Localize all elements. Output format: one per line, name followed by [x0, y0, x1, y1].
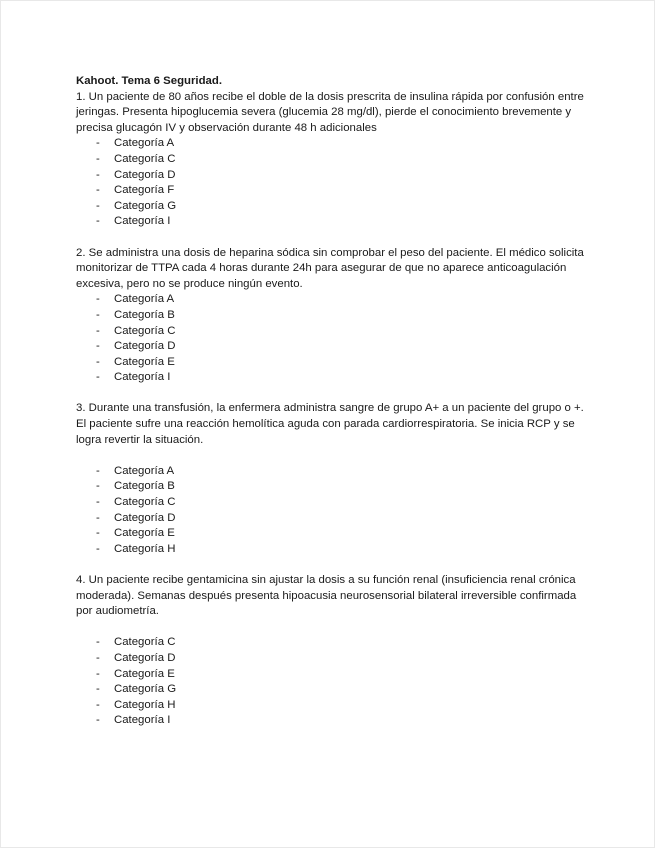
option-item [76, 464, 586, 480]
document-title: Kahoot. Tema 6 Seguridad. [76, 75, 222, 87]
spacer [76, 230, 586, 246]
option-item [76, 324, 586, 340]
options-list [76, 635, 586, 729]
option-item [76, 682, 586, 698]
option-label: Categoría A [114, 464, 175, 477]
spacer [76, 448, 586, 464]
dash-bullet: - [96, 152, 100, 165]
spacer [76, 386, 586, 402]
option-item [76, 713, 586, 729]
question-text: 2. Se administra una dosis de heparina sódica sin comprobar el peso del paciente. El médico solicita monitorizar de TTPA cada 4 horas durante 24h para asegurar de que no aparece anticoagulación excesiva, pero no se produce ningún evento. [76, 246, 584, 290]
dash-bullet: - [96, 511, 100, 524]
option-label: Categoría D [114, 511, 176, 524]
question-2 [76, 246, 586, 386]
question-1 [76, 90, 586, 230]
option-item [76, 355, 586, 371]
option-item [76, 370, 586, 386]
option-item [76, 292, 586, 308]
dash-bullet: - [96, 698, 100, 711]
option-label: Categoría D [114, 168, 176, 181]
dash-bullet: - [96, 714, 100, 727]
options-list [76, 464, 586, 558]
options-list [76, 136, 586, 230]
option-item [76, 308, 586, 324]
option-item [76, 698, 586, 714]
options-list [76, 292, 586, 386]
option-item [76, 152, 586, 168]
dash-bullet: - [96, 184, 100, 197]
option-label: Categoría F [114, 184, 175, 197]
dash-bullet: - [96, 308, 100, 321]
option-item [76, 479, 586, 495]
option-item [76, 542, 586, 558]
option-label: Categoría B [114, 480, 175, 493]
option-item [76, 651, 586, 667]
option-item [76, 511, 586, 527]
option-label: Categoría D [114, 651, 176, 664]
option-label: Categoría G [114, 683, 177, 696]
option-label: Categoría I [114, 215, 171, 228]
dash-bullet: - [96, 199, 100, 212]
option-label: Categoría C [114, 324, 176, 337]
dash-bullet: - [96, 355, 100, 368]
dash-bullet: - [96, 667, 100, 680]
dash-bullet: - [96, 168, 100, 181]
question-4 [76, 573, 586, 729]
option-label: Categoría C [114, 636, 176, 649]
dash-bullet: - [96, 527, 100, 540]
dash-bullet: - [96, 340, 100, 353]
option-item [76, 495, 586, 511]
spacer [76, 557, 586, 573]
option-label: Categoría E [114, 667, 175, 680]
option-label: Categoría H [114, 542, 176, 555]
option-label: Categoría A [114, 137, 175, 150]
option-item [76, 667, 586, 683]
dash-bullet: - [96, 137, 100, 150]
option-label: Categoría E [114, 527, 175, 540]
option-label: Categoría H [114, 698, 176, 711]
option-label: Categoría A [114, 293, 175, 306]
option-item [76, 199, 586, 215]
option-label: Categoría C [114, 152, 176, 165]
option-item [76, 214, 586, 230]
dash-bullet: - [96, 293, 100, 306]
option-item [76, 635, 586, 651]
option-label: Categoría B [114, 308, 175, 321]
option-label: Categoría E [114, 355, 175, 368]
dash-bullet: - [96, 651, 100, 664]
option-item [76, 526, 586, 542]
dash-bullet: - [96, 215, 100, 228]
option-item [76, 183, 586, 199]
option-label: Categoría C [114, 496, 176, 509]
dash-bullet: - [96, 683, 100, 696]
question-text: 3. Durante una transfusión, la enfermera administra sangre de grupo A+ a un paciente del grupo o +. El paciente sufre una reacción hemolítica aguda con parada cardiorrespiratoria. Se inicia RCP y se logra revertir la situación. [76, 402, 584, 446]
spacer [76, 620, 586, 636]
dash-bullet: - [96, 480, 100, 493]
question-text: 1. Un paciente de 80 años recibe el doble de la dosis prescrita de insulina rápida por confusión entre jeringas. Presenta hipoglucemia severa (glucemia 28 mg/dl), pierde el conocimiento brevemente y precisa glucagón IV y observación durante 48 h adicionales [76, 90, 584, 134]
document-content [76, 74, 586, 729]
dash-bullet: - [96, 542, 100, 555]
option-label: Categoría I [114, 714, 171, 727]
option-item [76, 339, 586, 355]
dash-bullet: - [96, 324, 100, 337]
option-item [76, 136, 586, 152]
option-label: Categoría I [114, 371, 171, 384]
option-label: Categoría D [114, 340, 176, 353]
dash-bullet: - [96, 371, 100, 384]
dash-bullet: - [96, 496, 100, 509]
dash-bullet: - [96, 636, 100, 649]
question-3 [76, 401, 586, 557]
option-item [76, 168, 586, 184]
dash-bullet: - [96, 464, 100, 477]
option-label: Categoría G [114, 199, 177, 212]
question-text: 4. Un paciente recibe gentamicina sin ajustar la dosis a su función renal (insuficiencia renal crónica moderada). Semanas después presenta hipoacusia neurosensorial bilateral irreversible confirmada por audiometría. [76, 574, 577, 618]
